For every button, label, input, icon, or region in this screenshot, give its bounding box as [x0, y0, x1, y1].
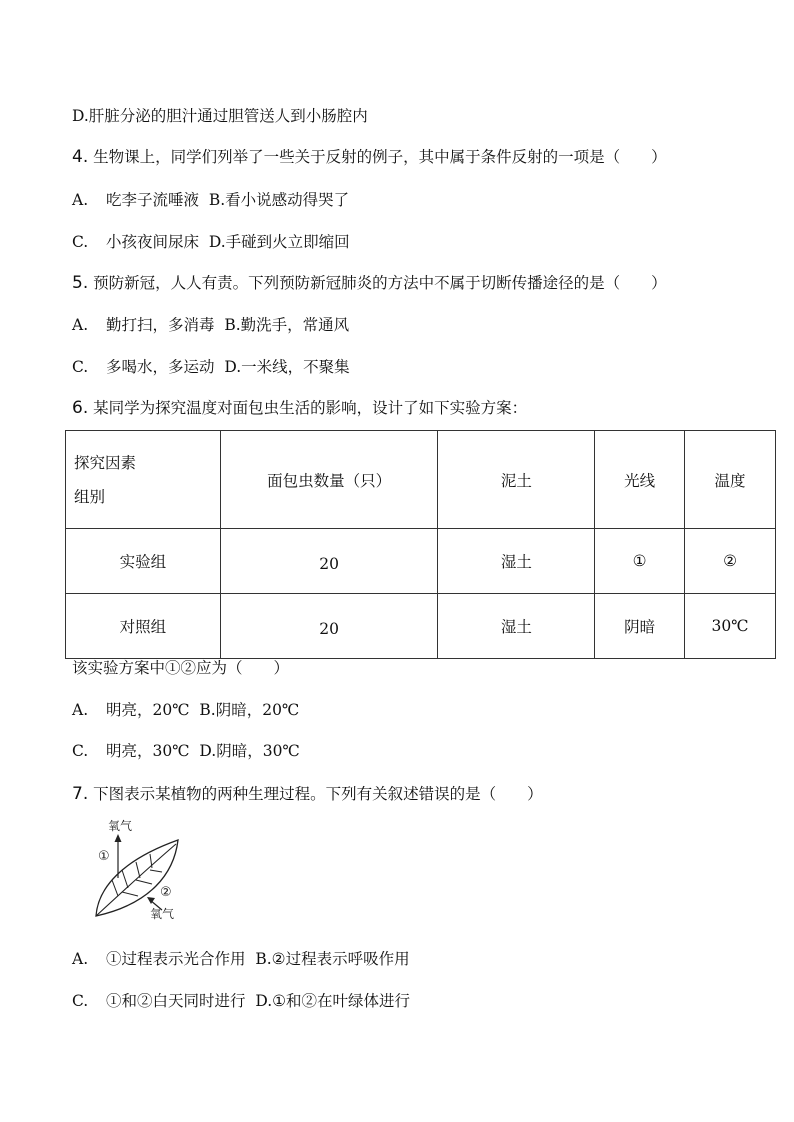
table-row: [66, 529, 776, 594]
leaf-diagram: [92, 818, 192, 922]
q4-option-a-letter: A.: [72, 191, 89, 209]
q6-option-a-letter: A.: [72, 701, 89, 719]
leaf-vein: [136, 880, 152, 884]
q4-number: 4.: [72, 147, 89, 167]
q7-option-c-letter: C.: [72, 992, 89, 1010]
q5-option-c-letter: C.: [72, 358, 89, 376]
q7-options-cd: [72, 990, 410, 1012]
leaf-vein: [136, 862, 140, 878]
header-group-label: 组别: [74, 487, 106, 506]
arrow-head-up: [115, 834, 122, 842]
cell-temperature: ②: [685, 529, 776, 594]
col-header-soil: 泥土: [438, 431, 595, 529]
q6-number: 6.: [72, 398, 89, 418]
q5-option-a-letter: A.: [72, 316, 89, 334]
q7-stem-text: 下图表示某植物的两种生理过程。下列有关叙述错误的是（ ）: [93, 785, 543, 803]
cell-temperature: 30℃: [685, 594, 776, 659]
prev-question-option-d: D.肝脏分泌的胆汁通过胆管送人到小肠腔内: [72, 107, 368, 125]
row-group-experimental: 实验组: [66, 529, 221, 594]
q6-options-cd: [72, 740, 300, 762]
q6-stem: [72, 397, 527, 419]
q4-stem-text: 生物课上，同学们列举了一些关于反射的例子，其中属于条件反射的一项是（ ）: [93, 148, 667, 166]
q4-stem: [72, 146, 667, 168]
q6-stem-text: 某同学为探究温度对面包虫生活的影响，设计了如下实验方案：: [93, 399, 528, 417]
marker-2: ②: [160, 885, 172, 900]
q4-options-cd-text: 小孩夜间尿床 D.手碰到火立即缩回: [106, 233, 350, 251]
q6-options-ab-text: 明亮，20℃ B.阴暗，20℃: [106, 701, 300, 719]
col-header-light: 光线: [595, 431, 685, 529]
row-group-control: 对照组: [66, 594, 221, 659]
q6-options-cd-text: 明亮，30℃ D.阴暗，30℃: [106, 742, 300, 760]
cell-count: 20: [220, 529, 438, 594]
q4-option-c-letter: C.: [72, 233, 89, 251]
q5-options-ab-text: 勤打扫，多消毒 B.勤洗手，常通风: [106, 316, 350, 334]
q5-options-cd-text: 多喝水，多运动 D.一米线，不聚集: [106, 358, 350, 376]
cell-light: ①: [595, 529, 685, 594]
label-oxygen-top: 氧气: [108, 819, 133, 833]
cell-light: 阴暗: [595, 594, 685, 659]
q7-stem: [72, 783, 543, 805]
leaf-vein: [150, 870, 162, 872]
table-header-row: [66, 431, 776, 529]
table-row: [66, 594, 776, 659]
header-factor-label: 探究因素: [74, 453, 137, 472]
q4-options-cd: [72, 231, 350, 253]
q5-options-cd: [72, 356, 350, 378]
q6-option-c-letter: C.: [72, 742, 89, 760]
q7-option-a-letter: A.: [72, 950, 89, 968]
q7-number: 7.: [72, 784, 89, 804]
col-header-count: 面包虫数量（只）: [220, 431, 438, 529]
cell-soil: 湿土: [438, 529, 595, 594]
col-header-temperature: 温度: [685, 431, 776, 529]
leaf-vein: [122, 870, 128, 888]
cell-count: 20: [220, 594, 438, 659]
marker-1: ①: [98, 849, 110, 864]
q7-options-ab: [72, 948, 410, 970]
table-corner-cell: [66, 431, 221, 529]
q4-options-ab: [72, 189, 349, 211]
q4-options-ab-text: 吃李子流唾液 B.看小说感动得哭了: [106, 191, 350, 209]
leaf-vein: [122, 892, 138, 896]
q7-options-cd-text: ①和②白天同时进行 D.①和②在叶绿体进行: [106, 992, 411, 1010]
q6-options-ab: [72, 699, 299, 721]
q5-options-ab: [72, 314, 349, 336]
leaf-vein: [112, 880, 118, 896]
experiment-table: [65, 430, 776, 659]
q5-stem: [72, 272, 667, 294]
label-oxygen-bottom: 氧气: [150, 907, 175, 921]
q7-options-ab-text: ①过程表示光合作用 B.②过程表示呼吸作用: [106, 950, 410, 968]
q6-follow-up: 该实验方案中①②应为（ ）: [72, 659, 290, 677]
cell-soil: 湿土: [438, 594, 595, 659]
q5-stem-text: 预防新冠，人人有责。下列预防新冠肺炎的方法中不属于切断传播途径的是（ ）: [93, 274, 667, 292]
q5-number: 5.: [72, 273, 89, 293]
